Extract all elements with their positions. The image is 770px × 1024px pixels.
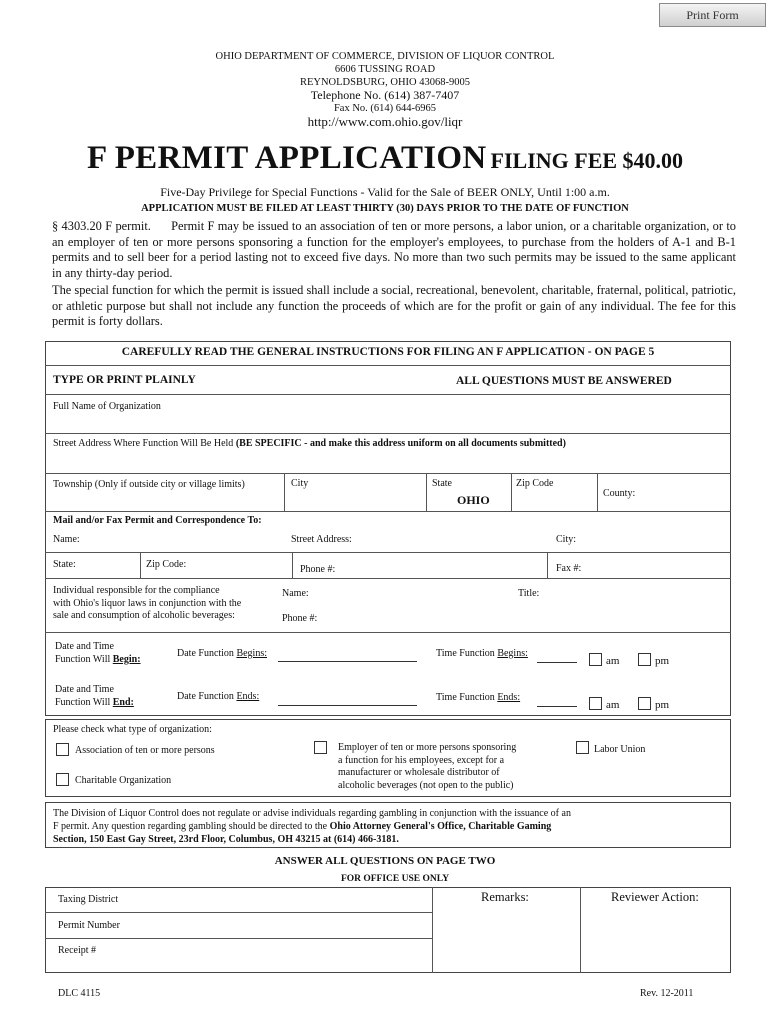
time-begins-input[interactable] [537,662,577,663]
labor-union-label: Labor Union [594,744,646,755]
date-begins-label: Date Function Begins: [177,648,267,659]
org-name-input[interactable] [46,412,730,432]
receipt-label: Receipt # [58,945,97,956]
mail-zip-label: Zip Code: [146,559,187,570]
agency-street: 6606 TUSSING ROAD [334,64,436,75]
taxing-district-label: Taxing District [58,894,119,905]
title-main: F PERMIT APPLICATION [86,140,487,176]
privilege-text: Five-Day Privilege for Special Functions - Valid for the Sale of BEER ONLY, Until 1:00 a.m. [160,185,610,199]
main-form-box [45,341,731,716]
employer-checkbox[interactable] [314,741,327,754]
agency-city: REYNOLDSBURG, OHIO 43068-9005 [299,77,471,88]
page-title [0,140,770,177]
charitable-label: Charitable Organization [75,775,172,786]
begin-am-checkbox[interactable] [589,653,602,666]
responsible-line-1: Individual responsible for the compliance [53,585,220,596]
begin-label-line-2: Function Will Begin: [55,654,141,665]
gambling-line-2: F permit. Any question regarding gambling should be directed to the Ohio Attorney General's Office, Charitable Gaming [53,821,552,832]
employer-line-4: alcoholic beverages (not open to the public) [338,780,514,791]
employer-line-3: manufacturer or wholesale distributor of [338,767,500,778]
mail-state-label: State: [53,559,76,570]
agency-phone: Telephone No. (614) 387-7407 [310,88,460,102]
street-label-text: Street Address Where Function Will Be Held [53,438,234,449]
resp-phone-label: Phone #: [282,613,318,624]
begin-pm-checkbox[interactable] [638,653,651,666]
statute-paragraph-2: The special function for which the permit is issued shall include a social, recreational, benevolent, charitable, fraternal, political, patriotic, or athletic purpose but shall not include any function the proceeds of which are for the profit or gain of any individual. The fee for this permit is forty dollars. [52,283,736,328]
office-use-header: FOR OFFICE USE ONLY [340,874,450,884]
township-label: Township (Only if outside city or village limits) [53,479,245,490]
instructions-note: CAREFULLY READ THE GENERAL INSTRUCTIONS FOR FILING AN F APPLICATION - ON PAGE 5 [121,346,655,358]
time-begins-label: Time Function Begins: [436,648,528,659]
association-label: Association of ten or more persons [75,745,215,756]
county-label: County: [603,488,636,499]
agency-fax: Fax No. (614) 644-6965 [333,103,437,114]
agency-name: OHIO DEPARTMENT OF COMMERCE, DIVISION OF LIQUOR CONTROL [215,51,555,62]
type-plainly-label: TYPE OR PRINT PLAINLY [53,374,196,386]
form-number: DLC 4115 [58,988,101,999]
resp-name-label: Name: [282,588,309,599]
org-type-prompt: Please check what type of organization: [53,724,212,735]
agency-url[interactable]: http://www.com.ohio.gov/liqr [307,114,463,129]
title-fee: FILING FEE $40.00 [490,148,684,173]
mail-street-label: Street Address: [291,534,352,545]
street-note: (BE SPECIFIC - and make this address uniform on all documents submitted) [235,438,566,449]
mail-fax-label: Fax #: [556,563,582,574]
employer-line-2: a function for his employees, except for a [338,755,505,766]
city-label: City [291,478,309,489]
print-form-button[interactable]: Print Form [659,3,766,27]
all-questions-label: ALL QUESTIONS MUST BE ANSWERED [456,375,672,387]
org-name-label: Full Name of Organization [53,401,161,412]
street-address-input[interactable] [46,452,730,472]
statute-text-1: Permit F may be issued to an association of ten or more persons, a labor union, or a charitable organization, or to an employer of ten or more persons sponsoring a function for the employer's employees, to purchase from the holders of A-1 and B-1 permits and to sell beer for a period lasting not to exceed five days. No more than two such permits may be issued to the same applicant in any thirty-day period. [52,219,737,280]
begin-label-line-1: Date and Time [55,641,114,652]
responsible-line-3: sale and consumption of alcoholic beverages: [53,610,235,621]
gambling-line-3: Section, 150 East Gay Street, 23rd Floor, Columbus, OH 43215 at (614) 466-3181. [53,834,399,845]
end-label-line-2: Function Will End: [55,697,134,708]
begin-pm-label: pm [655,655,670,667]
end-am-checkbox[interactable] [589,697,602,710]
resp-title-label: Title: [518,588,540,599]
charitable-checkbox[interactable] [56,773,69,786]
statute-paragraph-1 [52,219,736,281]
page-two-note: ANSWER ALL QUESTIONS ON PAGE TWO [274,855,496,867]
begin-am-label: am [606,655,620,667]
end-label-line-1: Date and Time [55,684,114,695]
street-label [53,437,566,450]
mail-city-label: City: [556,534,577,545]
gambling-line-1: The Division of Liquor Control does not regulate or advise individuals regarding gambling in conjunction with the issuance of an [53,808,571,819]
labor-union-checkbox[interactable] [576,741,589,754]
statute-section: § 4303.20 F permit. [52,219,151,233]
mail-phone-label: Phone #: [300,564,336,575]
time-ends-input[interactable] [537,706,577,707]
deadline-text: APPLICATION MUST BE FILED AT LEAST THIRTY (30) DAYS PRIOR TO THE DATE OF FUNCTION [141,203,629,214]
association-checkbox[interactable] [56,743,69,756]
end-pm-checkbox[interactable] [638,697,651,710]
end-pm-label: pm [655,699,670,711]
revision-date: Rev. 12-2011 [640,988,694,999]
state-value: OHIO [457,493,490,507]
date-begins-input[interactable] [278,661,417,662]
permit-number-label: Permit Number [58,920,120,931]
remarks-label: Remarks: [481,890,529,904]
zip-label: Zip Code [516,478,554,489]
mail-name-label: Name: [53,534,80,545]
date-ends-input[interactable] [278,705,417,706]
responsible-line-2: with Ohio's liquor laws in conjunction with the [53,598,242,609]
date-ends-label: Date Function Ends: [177,691,260,702]
end-am-label: am [606,699,620,711]
time-ends-label: Time Function Ends: [436,692,521,703]
state-label: State [432,478,452,489]
mail-header: Mail and/or Fax Permit and Correspondence To: [53,515,262,526]
reviewer-action-label: Reviewer Action: [611,890,699,904]
employer-line-1: Employer of ten or more persons sponsoring [338,742,517,753]
